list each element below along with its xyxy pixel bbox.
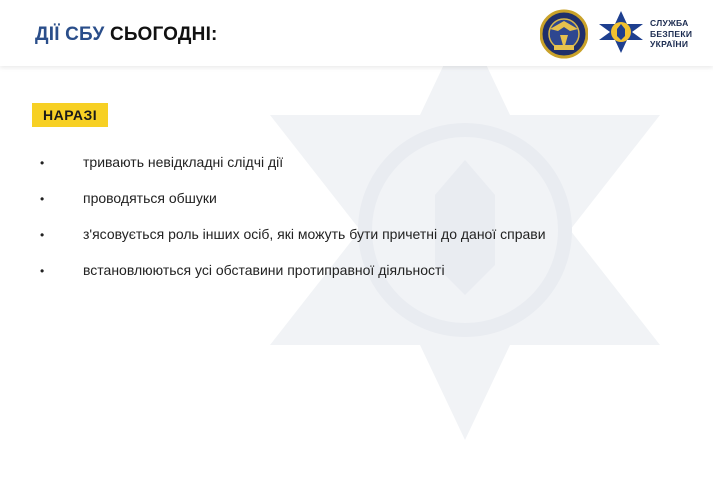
page-title-main: СЬОГОДНІ: xyxy=(109,24,218,45)
header-bar xyxy=(0,0,713,66)
list-item-text: встановлюються усі обставини протиправної діяльності xyxy=(83,262,445,278)
organization-name-line: БЕЗПЕКИ xyxy=(650,28,693,39)
section-label xyxy=(32,103,108,127)
unit-emblem-logo xyxy=(540,9,588,59)
sbu-emblem-logo xyxy=(599,11,643,53)
bullet-marker: • xyxy=(40,264,45,278)
list-item-text: проводяться обшуки xyxy=(83,190,217,206)
bullet-marker: • xyxy=(40,156,45,170)
page-title-accent: ДІЇ СБУ xyxy=(35,24,105,45)
page-title xyxy=(35,24,218,46)
bullet-marker: • xyxy=(40,192,45,206)
organization-name-line: СЛУЖБА xyxy=(650,18,689,28)
bullet-marker: • xyxy=(40,228,45,242)
organization-name xyxy=(650,18,692,50)
list-item-text: з'ясовується роль інших осіб, які можуть бути причетні до даної справи xyxy=(83,226,546,242)
organization-name-line: УКРАЇНИ xyxy=(650,39,689,49)
list-item-text: тривають невідкладні слідчі дії xyxy=(83,154,284,170)
section-label-text: НАРАЗІ xyxy=(43,107,98,123)
